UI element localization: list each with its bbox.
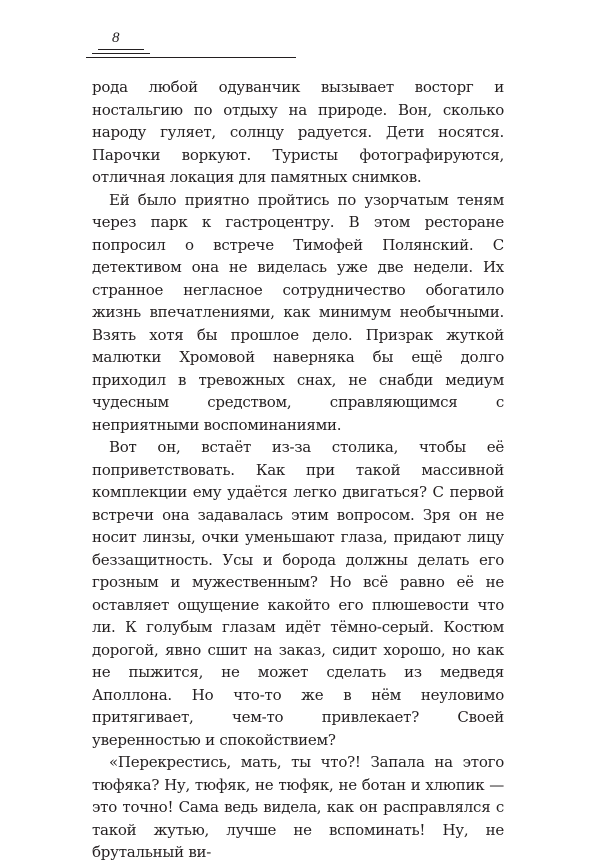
body-text: [92, 76, 504, 864]
page-number: 8: [112, 30, 120, 46]
paragraph: Ей было приятно пройтись по узорчатым теням через парк к гастроцентру. В этом ресторане попросил о встрече Тимофей Полянский. С детективом она не виделась уже две недели. Их странное негласное сотрудничество обогатило жизнь впечатлениями, как минимум необычными. Взять хотя бы прошлое дело. Призрак жуткой малютки Хромовой наверняка бы ещё долго приходил в тревожных снах, не снабди медиум чудесным средством, справляющимся с неприятными воспоминаниями.: [92, 190, 504, 434]
running-header: [86, 28, 296, 68]
paragraph: Вот он, встаёт из-за столика, чтобы её поприветствовать. Как при такой массивной комплекции ему удаётся легко двигаться? С первой встречи она задавалась этим вопросом. Зря он не носит линзы, очки уменьшают глаза, придают лицу беззащитность. Усы и борода должны делать его грозным и мужественным? Но всё равно её не оставляет ощущение какойто его плюшевости что ли. К голубым глазам идёт тёмно-серый. Костюм дорогой, явно сшит на заказ, сидит хорошо, но как не пыжится, не может сделать из медведя Аполлона. Но что-то же в нём неуловимо притягивает, чем-то привлекает? Своей уверенностью и спокойствием?: [92, 438, 504, 749]
header-rule-long: [86, 57, 296, 58]
header-rule-medium: [92, 53, 150, 54]
paragraph-continued: рода любой одуванчик вызывает восторг и ностальгию по отдыху на природе. Вон, сколько народу гуляет, солнцу радуется. Дети носятся. Парочки воркуют. Туристы фотографируются, отличная локация для памятных снимков.: [92, 78, 504, 186]
header-rule-short: [98, 49, 144, 50]
paragraph: «Перекрестись, мать, ты что?! Запала на этого тюфяка? Ну, тюфяк, не тюфяк, не ботан и хлюпик — это точно! Сама ведь видела, как он расправлялся с такой жутью, лучше не вспоминать! Ну, не брутальный ви-: [92, 753, 504, 861]
